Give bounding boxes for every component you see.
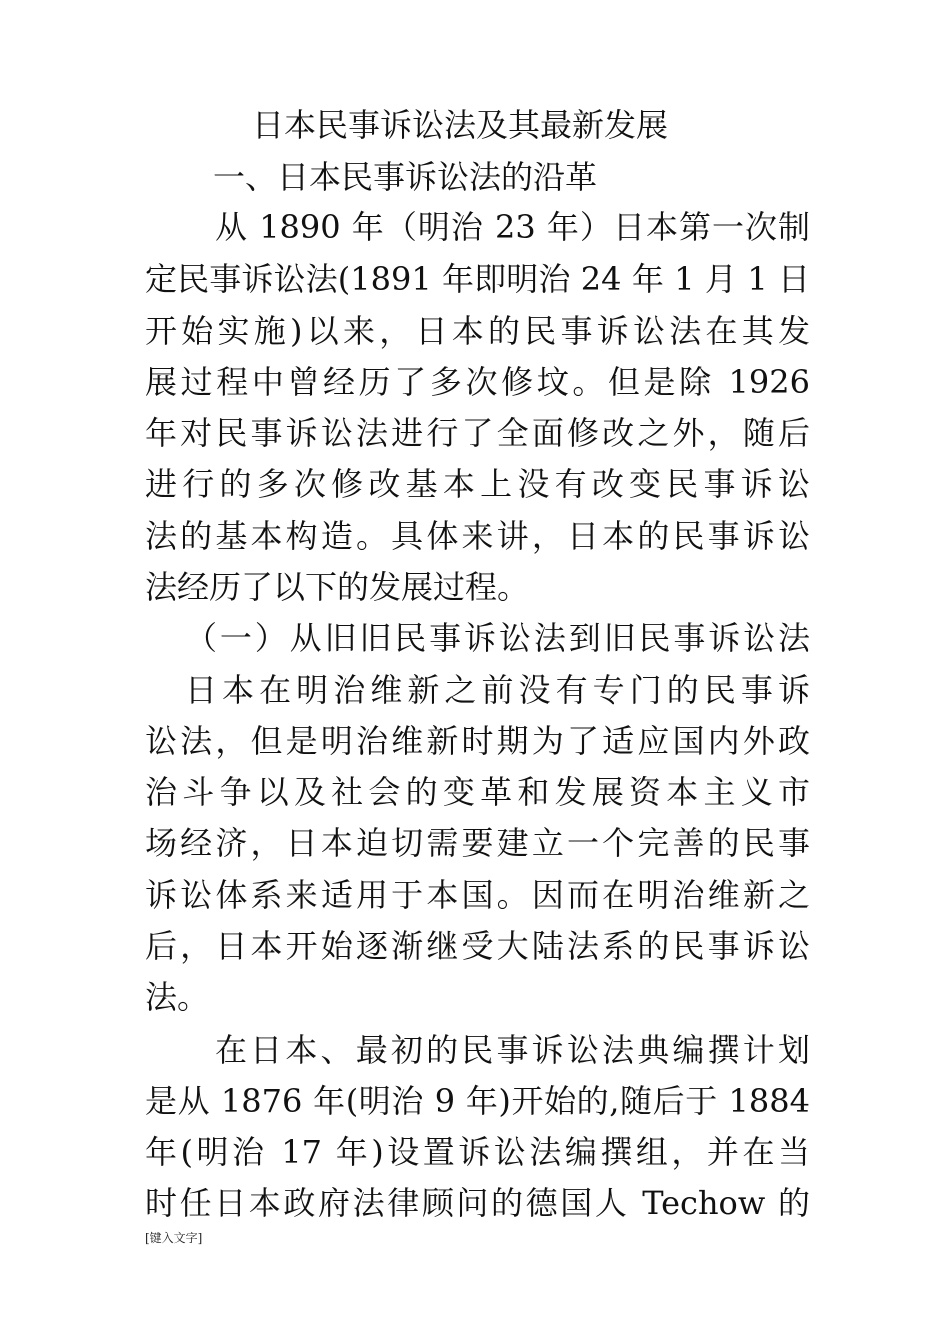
paragraph-line: 讼法，但是明治维新时期为了适应国内外政 (145, 722, 810, 760)
paragraph-line: 法的基本构造。具体来讲，日本的民事诉讼 (145, 517, 810, 555)
paragraph-line: 后，日本开始逐渐继受大陆法系的民事诉讼 (145, 927, 810, 965)
paragraph-line: 治斗争以及社会的变革和发展资本主义市 (145, 773, 810, 811)
paragraph-line: 场经济，日本迫切需要建立一个完善的民事 (145, 824, 810, 862)
paragraph-line: 法。 (145, 978, 210, 1016)
paragraph-line: 时任日本政府法律顾问的德国人 Techow 的 (145, 1184, 810, 1222)
subsection-heading: （一）从旧旧民事诉讼法到旧民事诉讼法 (185, 619, 810, 657)
paragraph-line: 是从 1876 年(明治 9 年)开始的,随后于 1884 (145, 1082, 810, 1120)
paragraph-line: 定民事诉讼法(1891 年即明治 24 年 1 月 1 日 (145, 260, 810, 298)
paragraph-line: 展过程中曾经历了多次修坟。但是除 1926 (145, 363, 810, 401)
section-heading: 一、日本民事诉讼法的沿革 (213, 158, 598, 196)
page-footer: [键入文字] (145, 1231, 203, 1245)
paragraph-line: 日本在明治维新之前没有专门的民事诉 (185, 671, 810, 709)
paragraph-line: 开始实施)以来，日本的民事诉讼法在其发 (145, 312, 810, 350)
paragraph-line: 从 1890 年（明治 23 年）日本第一次制 (215, 208, 810, 246)
paragraph-line: 诉讼体系来适用于本国。因而在明治维新之 (145, 876, 810, 914)
document-title: 日本民事诉讼法及其最新发展 (252, 106, 669, 144)
paragraph-line: 年(明治 17 年)设置诉讼法编撰组，并在当 (145, 1133, 810, 1171)
paragraph-line: 年对民事诉讼法进行了全面修改之外，随后 (145, 414, 810, 452)
paragraph-line: 进行的多次修改基本上没有改变民事诉讼 (145, 465, 810, 503)
paragraph-line: 法经历了以下的发展过程。 (145, 568, 530, 606)
paragraph-line: 在日本、最初的民事诉讼法典编撰计划 (215, 1031, 810, 1069)
